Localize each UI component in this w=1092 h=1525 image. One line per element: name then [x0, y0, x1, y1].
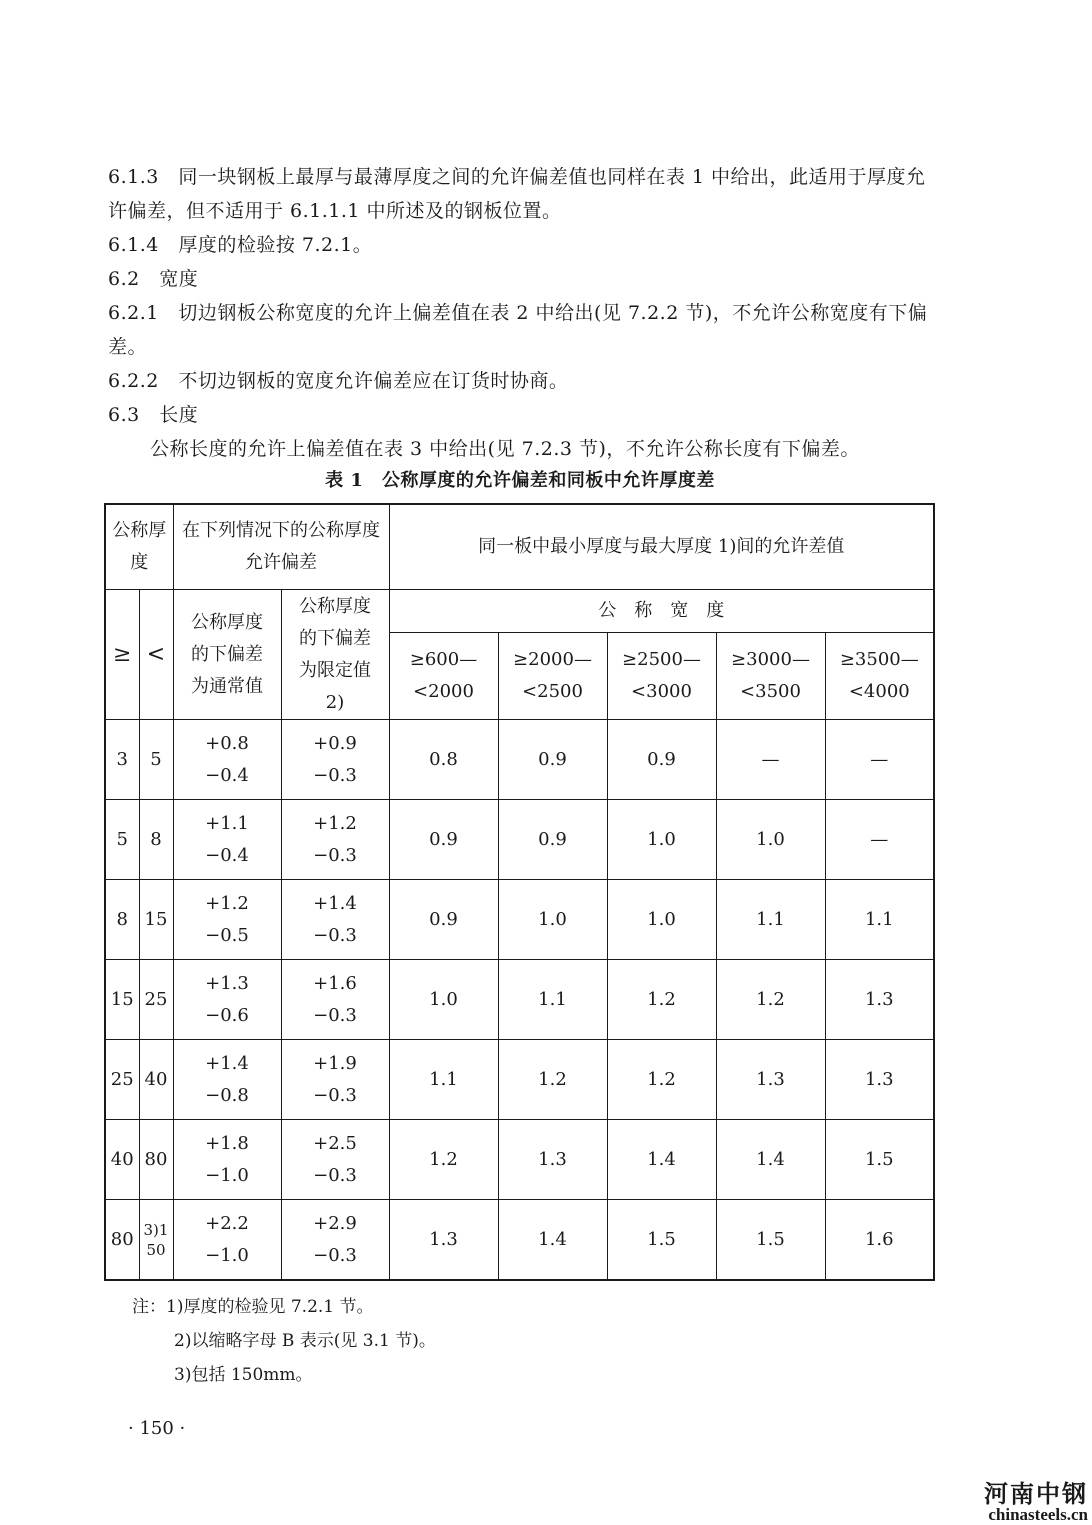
cell-limited-deviation: +2.9 −0.3: [281, 1200, 389, 1281]
header-diff-group: 同一板中最小厚度与最大厚度 1)间的允许差值: [389, 504, 934, 590]
cell-diff: 1.4: [498, 1200, 607, 1281]
cell-diff: 1.2: [716, 960, 825, 1040]
cell-diff: 0.8: [389, 720, 498, 800]
cell-limited-deviation: +2.5 −0.3: [281, 1120, 389, 1200]
heading-6-2: 6.2 宽度: [108, 268, 199, 290]
cell-diff: 0.9: [498, 800, 607, 880]
watermark-en: chinasteels.cn: [988, 1505, 1088, 1524]
header-limited-deviation: 公称厚度的下偏差为限定值 2): [281, 590, 389, 720]
header-width-range: ≥3000— <3500: [716, 633, 825, 720]
header-tolerance-group: 在下列情况下的公称厚度允许偏差: [173, 504, 389, 590]
cell-normal-deviation: +0.8 −0.4: [173, 720, 281, 800]
table-header-row: [105, 504, 934, 590]
cell-normal-deviation: +1.4 −0.8: [173, 1040, 281, 1120]
cell-diff: 1.1: [498, 960, 607, 1040]
cell-diff: 1.3: [825, 960, 934, 1040]
table-notes: [132, 1290, 436, 1392]
cell-normal-deviation: +1.2 −0.5: [173, 880, 281, 960]
table-row: [105, 720, 934, 800]
table-row: [105, 1200, 934, 1281]
cell-lt: 3)150: [139, 1200, 173, 1281]
table-row: [105, 800, 934, 880]
cell-diff: 0.9: [389, 800, 498, 880]
cell-diff: 1.4: [716, 1120, 825, 1200]
cell-diff: 1.1: [716, 880, 825, 960]
cell-lt: 15: [139, 880, 173, 960]
cell-lt: 5: [139, 720, 173, 800]
cell-diff: 1.0: [716, 800, 825, 880]
table-row: [105, 1120, 934, 1200]
cell-limited-deviation: +1.9 −0.3: [281, 1040, 389, 1120]
cell-ge: 80: [105, 1200, 139, 1281]
paragraph-6-2-1: 6.2.1 切边钢板公称宽度的允许上偏差值在表 2 中给出(见 7.2.2 节)，不允许公称宽度有下偏差。: [108, 302, 928, 358]
table-row: [105, 960, 934, 1040]
paragraph-6-2-2: 6.2.2 不切边钢板的宽度允许偏差应在订货时协商。: [108, 370, 569, 392]
paragraph-6-1-4: 6.1.4 厚度的检验按 7.2.1。: [108, 234, 373, 256]
cell-limited-deviation: +0.9 −0.3: [281, 720, 389, 800]
tolerance-table: [104, 503, 935, 1281]
cell-diff: 1.3: [825, 1040, 934, 1120]
cell-lt: 40: [139, 1040, 173, 1120]
cell-normal-deviation: +1.8 −1.0: [173, 1120, 281, 1200]
cell-normal-deviation: +2.2 −1.0: [173, 1200, 281, 1281]
header-width-range: ≥600— <2000: [389, 633, 498, 720]
cell-diff: 1.0: [498, 880, 607, 960]
paragraph-6-1-3: 6.1.3 同一块钢板上最厚与最薄厚度之间的允许偏差值也同样在表 1 中给出，此适用于厚度允许偏差，但不适用于 6.1.1.1 中所述及的钢板位置。: [108, 166, 926, 222]
header-width-range: ≥3500— <4000: [825, 633, 934, 720]
cell-diff: 1.3: [716, 1040, 825, 1120]
cell-normal-deviation: +1.3 −0.6: [173, 960, 281, 1040]
table-row: [105, 1040, 934, 1120]
cell-ge: 15: [105, 960, 139, 1040]
note-2: 2)以缩略字母 B 表示(见 3.1 节)。: [174, 1331, 436, 1351]
cell-lt: 25: [139, 960, 173, 1040]
cell-diff: 1.4: [607, 1120, 716, 1200]
cell-diff: 0.9: [389, 880, 498, 960]
cell-ge: 3: [105, 720, 139, 800]
cell-diff: 1.0: [607, 880, 716, 960]
note-1: 注：1)厚度的检验见 7.2.1 节。: [132, 1297, 374, 1317]
cell-limited-deviation: +1.6 −0.3: [281, 960, 389, 1040]
watermark-cn: 河南中钢: [984, 1480, 1088, 1508]
paragraph-6-3-body: 公称长度的允许上偏差值在表 3 中给出(见 7.2.3 节)，不允许公称长度有下偏差。: [150, 438, 860, 460]
cell-ge: 5: [105, 800, 139, 880]
cell-diff: 1.5: [607, 1200, 716, 1281]
cell-diff: 1.5: [825, 1120, 934, 1200]
table-row: [105, 880, 934, 960]
cell-diff: 1.3: [389, 1200, 498, 1281]
header-width-range: ≥2500— <3000: [607, 633, 716, 720]
cell-limited-deviation: +1.4 −0.3: [281, 880, 389, 960]
cell-diff: 1.2: [607, 1040, 716, 1120]
heading-6-3: 6.3 长度: [108, 404, 199, 426]
cell-ge: 8: [105, 880, 139, 960]
header-ge: ≥: [105, 590, 139, 720]
cell-diff: 1.1: [825, 880, 934, 960]
table-caption: 表 1 公称厚度的允许偏差和同板中允许厚度差: [325, 470, 715, 491]
site-watermark: [948, 1482, 1088, 1524]
header-nominal-width: 公 称 宽 度: [389, 590, 934, 633]
cell-ge: 40: [105, 1120, 139, 1200]
cell-diff: —: [716, 720, 825, 800]
cell-limited-deviation: +1.2 −0.3: [281, 800, 389, 880]
note-3: 3)包括 150mm。: [174, 1365, 313, 1385]
cell-diff: 0.9: [498, 720, 607, 800]
page-number: · 150 ·: [128, 1418, 186, 1439]
cell-lt: 80: [139, 1120, 173, 1200]
cell-ge: 25: [105, 1040, 139, 1120]
header-lt: <: [139, 590, 173, 720]
cell-diff: 1.1: [389, 1040, 498, 1120]
table-header-row: [105, 590, 934, 633]
cell-diff: 1.2: [498, 1040, 607, 1120]
cell-lt: 8: [139, 800, 173, 880]
cell-diff: 1.0: [607, 800, 716, 880]
cell-diff: 1.5: [716, 1200, 825, 1281]
cell-diff: 1.3: [498, 1120, 607, 1200]
cell-diff: 1.2: [607, 960, 716, 1040]
cell-diff: 1.0: [389, 960, 498, 1040]
cell-diff: 0.9: [607, 720, 716, 800]
cell-normal-deviation: +1.1 −0.4: [173, 800, 281, 880]
cell-diff: 1.2: [389, 1120, 498, 1200]
cell-diff: —: [825, 720, 934, 800]
header-width-range: ≥2000— <2500: [498, 633, 607, 720]
header-nominal-thickness: 公称厚度: [105, 504, 173, 590]
header-normal-deviation: 公称厚度的下偏差为通常值: [173, 590, 281, 720]
cell-diff: 1.6: [825, 1200, 934, 1281]
cell-diff: —: [825, 800, 934, 880]
